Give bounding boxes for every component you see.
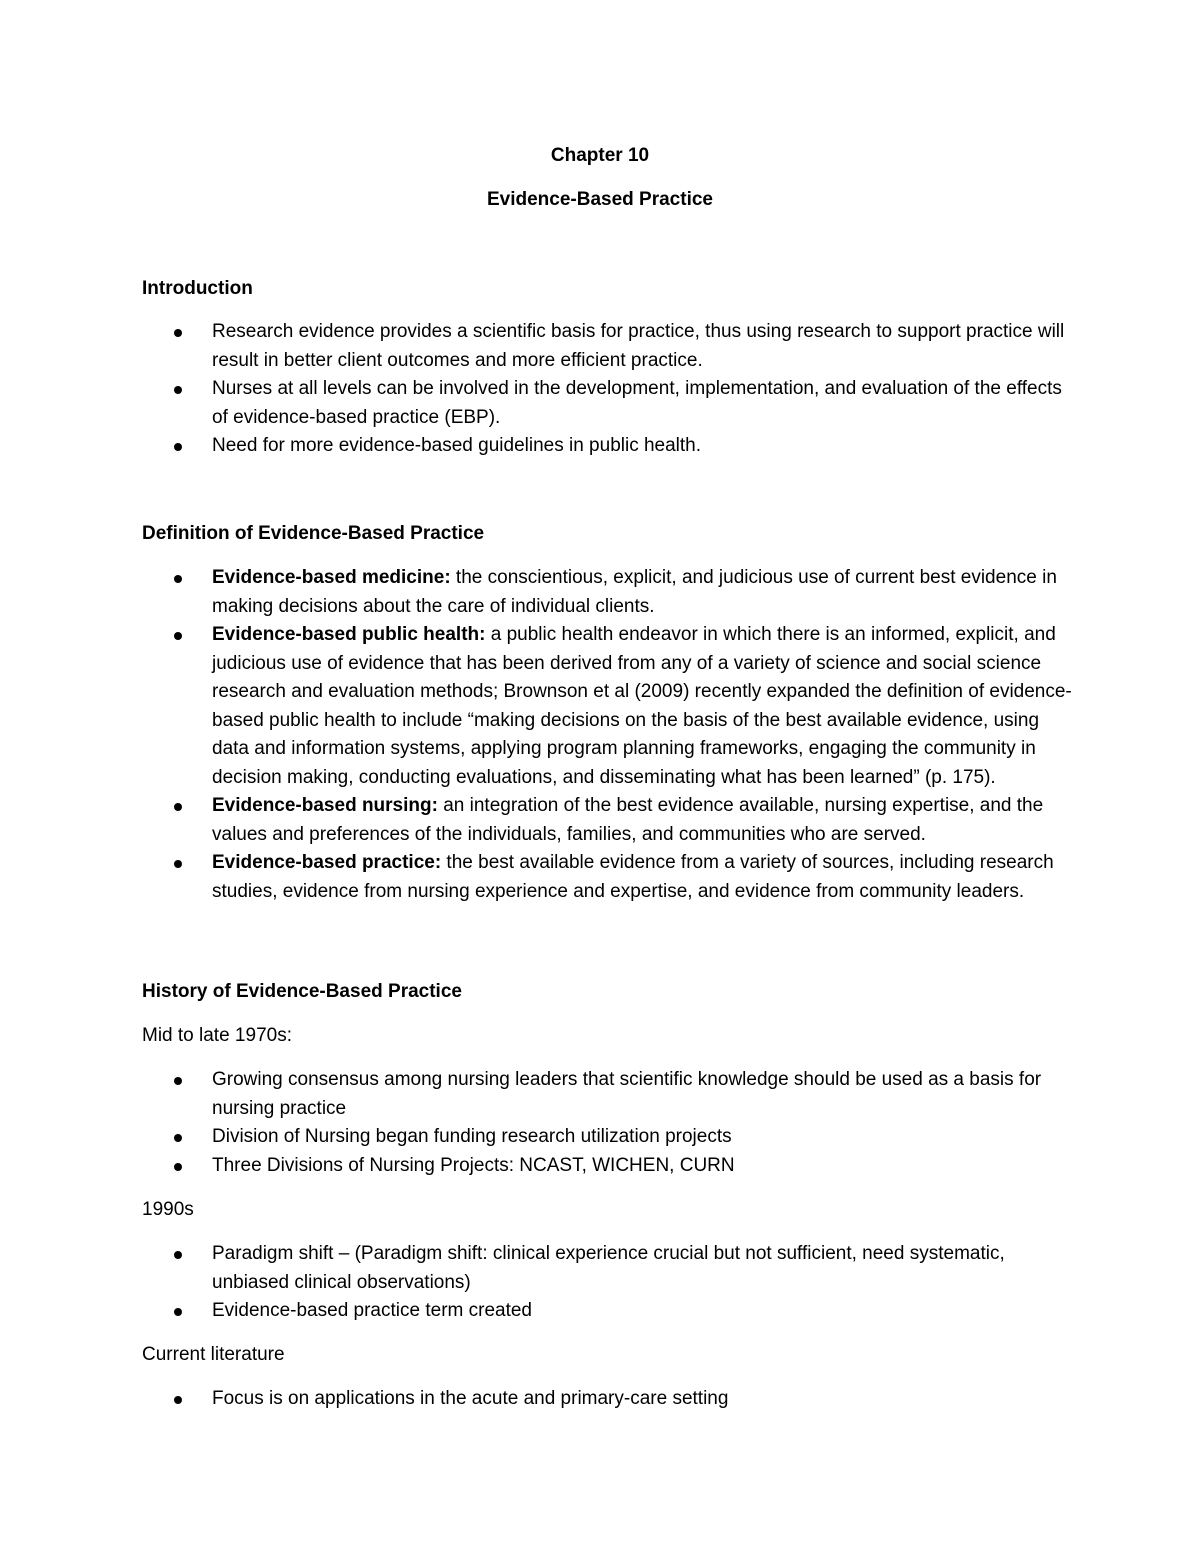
period-label: 1990s <box>142 1199 194 1220</box>
bullet-icon <box>174 1308 182 1316</box>
bullet-icon <box>174 386 182 394</box>
introduction-list <box>142 318 1072 461</box>
list-item-text: Evidence-based practice term created <box>212 1300 532 1321</box>
period-label: Current literature <box>142 1344 285 1365</box>
definition-heading: Definition of Evidence-Based Practice <box>142 523 485 544</box>
bullet-icon <box>174 1396 182 1404</box>
definition-text: the best available evidence from a variety of sources, including research studies, evidence from nursing experience and expertise, and evidence from community leaders. <box>212 852 1054 902</box>
list-item-text: Division of Nursing began funding research utilization projects <box>212 1126 732 1147</box>
list-item <box>142 432 1072 461</box>
list-item <box>142 564 1072 621</box>
bullet-icon <box>174 329 182 337</box>
history-heading: History of Evidence-Based Practice <box>142 981 462 1002</box>
bullet-icon <box>174 443 182 451</box>
list-item-text: Paradigm shift – (Paradigm shift: clinical experience crucial but not sufficient, need systematic, unbiased clinical observations) <box>212 1243 1005 1293</box>
period-list <box>142 1066 1072 1180</box>
list-item <box>142 621 1072 792</box>
period-list <box>142 1385 1072 1414</box>
period-label: Mid to late 1970s: <box>142 1025 292 1046</box>
definition-text: the conscientious, explicit, and judicious use of current best evidence in making decisions about the care of individual clients. <box>212 567 1057 617</box>
list-item <box>142 849 1072 906</box>
list-item-text: Research evidence provides a scientific basis for practice, thus using research to support practice will result in better client outcomes and more efficient practice. <box>212 321 1065 371</box>
bullet-icon <box>174 1251 182 1259</box>
definition-term: Evidence-based public health: <box>212 624 486 645</box>
introduction-heading: Introduction <box>142 278 253 299</box>
definition-term: Evidence-based medicine: <box>212 567 451 588</box>
list-item-text: Need for more evidence-based guidelines in public health. <box>212 435 702 456</box>
bullet-icon <box>174 632 182 640</box>
list-item <box>142 1240 1072 1297</box>
list-item-text: Nurses at all levels can be involved in the development, implementation, and evaluation of the effects of evidence-based practice (EBP). <box>212 378 1062 428</box>
bullet-icon <box>174 1077 182 1085</box>
list-item <box>142 1152 1072 1181</box>
list-item-text: Growing consensus among nursing leaders that scientific knowledge should be used as a basis for nursing practice <box>212 1069 1042 1119</box>
bullet-icon <box>174 860 182 868</box>
list-item <box>142 1297 1072 1326</box>
list-item-text: Three Divisions of Nursing Projects: NCAST, WICHEN, CURN <box>212 1154 735 1176</box>
list-item <box>142 318 1072 375</box>
bullet-icon <box>174 575 182 583</box>
bullet-icon <box>174 1134 182 1142</box>
definition-term: Evidence-based nursing: <box>212 795 438 816</box>
definition-text: a public health endeavor in which there is an informed, explicit, and judicious use of evidence that has been derived from any of a variety of science and social science research and evaluation methods; Brownson et al (2009) recently expanded the definition of evidence-based public health to include “making decisions on the basis of the best available evidence, using data and information systems, applying program planning frameworks, engaging the community in decision making, conducting evaluations, and disseminating what has been learned” (p. 175). <box>212 624 1072 788</box>
definition-text: an integration of the best evidence available, nursing expertise, and the values and preferences of the individuals, families, and communities who are served. <box>212 795 1044 845</box>
bullet-icon <box>174 1163 182 1171</box>
list-item <box>142 1066 1072 1123</box>
definition-term: Evidence-based practice: <box>212 852 442 873</box>
list-item <box>142 1123 1072 1152</box>
bullet-icon <box>174 803 182 811</box>
list-item <box>142 792 1072 849</box>
list-item <box>142 1385 1072 1414</box>
chapter-label: Chapter 10 <box>550 145 650 166</box>
list-item <box>142 375 1072 432</box>
period-list <box>142 1240 1072 1326</box>
list-item-text: Focus is on applications in the acute and primary-care setting <box>212 1388 729 1409</box>
chapter-title: Evidence-Based Practice <box>486 189 713 210</box>
definition-list <box>142 564 1072 906</box>
